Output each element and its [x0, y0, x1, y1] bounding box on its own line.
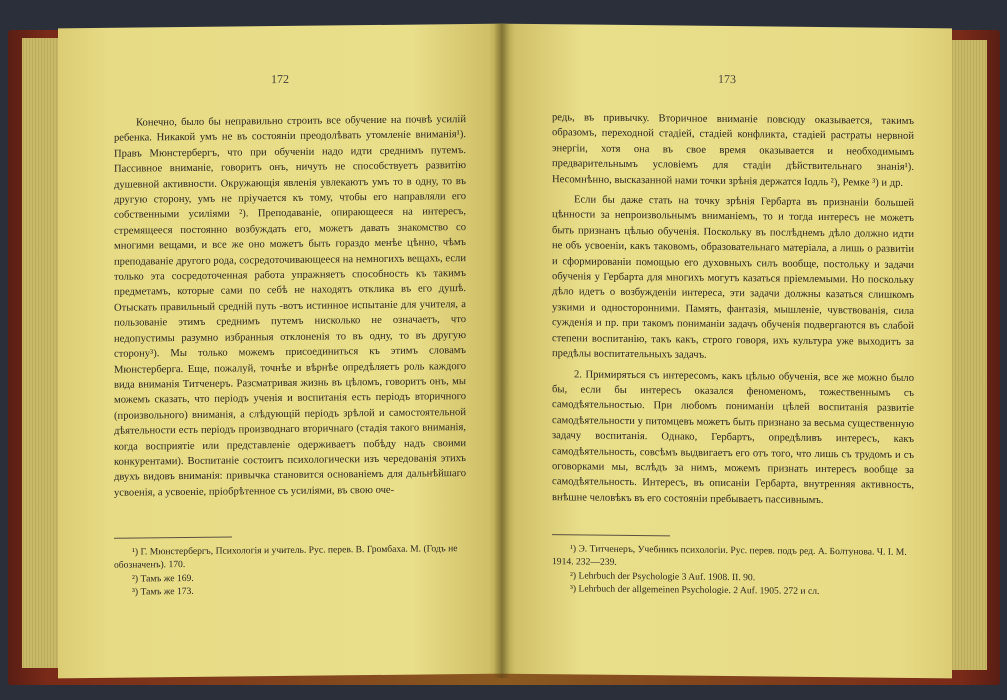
paragraph: Конечно, было бы неправильно строить все обучение на почвѣ усилій ребенка. Никакой умъ не въ состояніи преодолѣвать утомленіе вниманія¹). Правъ Мюнстербергъ, что при обученіи надо идти среднимъ путемъ. Пассивное вниманіе, говоритъ онъ, ничуть не способствуетъ развитію душевной активности. Окружающія явленія увлекаютъ умъ то в одну, то въ другую сторону, умъ не пріучается къ тому, чтобы его направляли его собственными усиліями ²). Преподаваніе, опирающееся на интересъ, стремящееся постоянно возбуждать его, можетъ давать знакомство со многими вещами, и все же оно можетъ быть гораздо менѣе цѣнно, чѣмъ преподаваніе другого рода, сосредоточивающееся на немногихъ вещахъ, если только эта сосредоточенная работа упражняетъ способность къ такимъ предметамъ, которые сами по себѣ не находятъ отклика въ его душѣ. Отыскать правильный средній путь -вотъ истинное испытаніе для учителя, а пользованіе этимъ среднимъ путемъ нисколько не означаетъ, что недопустимы разумно избранныя отклоненія то въ одну, то въ другую сторону³). Мы только можемъ присоединиться къ этимъ словамъ Мюнстерберга. Еще, пожалуй, точнѣе и вѣрнѣе опредѣляетъ роль каждого вида вниманія Титченеръ. Разсматривая жизнь въ цѣломъ, говоритъ онъ, мы можемъ сказать, что періодъ ученія и воспитанія есть періодъ вторичного (произвольного) вниманія, а слѣдующій періодъ зрѣлой и самостоятельной дѣятельности есть періодъ производнаго вторичнаго (стадія такого вниманія, когда восприятіе или представленіе одерживаетъ побѣду надъ своими конкурентами). Воспитаніе состоитъ психологически изъ чередованія этихъ двухъ видовъ вниманія: привычка становится основаніемъ для дальнѣйшаго усвоенія, а усвоеніе, пріобрѣтенное съ усиліями, въ свою оче- [114, 114, 466, 499]
footnote-rule [114, 537, 232, 539]
paragraph: редь, въ привычку. Вторичное вниманіе повсюду оказывается, такимъ образомъ, переходной стадіей, стадіей конфликта, стадіей растраты нервной энергіи, хотя она въ свое время оказывается и необходимымъ предварительнымъ условіемъ для стадіи дѣйствительнаго знанія¹). Несомнѣнно, высказанной нами точки зрѣнія держатся Іодль ²), Ремке ³) и др. [552, 112, 914, 189]
footnote: ¹) Г. Мюнстербергъ, Психологія и учитель. Рус. перев. В. Громбаха. М. (Годъ не обозначенъ). 170. [114, 543, 458, 572]
page-number: 172 [271, 71, 289, 87]
footnote: ²) Тамъ же 169. [132, 572, 194, 585]
book-gutter [494, 24, 510, 678]
paragraph: 2. Примиряться съ интересомъ, какъ цѣлью обученія, все же можно было бы, если бы интересъ оказался феноменомъ, тожественнымъ съ самодѣятельностью. При любомъ пониманіи цѣлей воспитанія развитіе самодѣятельности у питомцевъ можетъ быть признано за весьма существенную задачу воспитанія. Однако, Гербартъ, опредѣливъ интересъ, какъ самодѣятельность, совсѣмъ выдвигаетъ его отъ того, что лишь съ трудомъ и съ оговорками мы, вслѣдъ за нимъ, можемъ признать интересъ вообще за самодѣятельность. Интересъ, въ описаніи Гербарта, внутренняя активность, внѣшне человѣкъ въ его состояніи пребываетъ пассивнымъ. [552, 368, 914, 506]
body-text [114, 112, 466, 501]
left-page [58, 24, 502, 679]
page-number: 173 [718, 71, 736, 87]
footnote: ³) Lehrbuch der allgemeinen Psychologie. 2 Auf. 1905. 272 и сл. [570, 583, 820, 598]
footnotes [114, 542, 466, 599]
footnote: ³) Тамъ же 173. [132, 586, 194, 598]
paragraph: Если бы даже стать на точку зрѣнія Гербарта въ признаніи большей цѣнности за непроизвольнымъ вниманіемъ, то и тогда интересъ не можетъ быть признанъ цѣлью обученія. Поскольку въ послѣднемъ дѣло должно идти не объ усвоеніи, какъ таковомъ, образовательнаго матеріала, а лишь о развитіи и сформированіи помощью его духовныхъ силъ вообще, постольку и задачи обученія у Гербарта для многихъ могутъ казаться пріемлемыми. Но поскольку дѣло идетъ о возбужденіи интереса, эти задачи должны казаться слишкомъ узкими и односторонними. Память, фантазія, мышленіе, чувствованія, сила сужденія и пр. при такомъ пониманіи задачъ обученія подвергаются въ слабой степени воспитанію, такъ какъ, строго говоря, ихъ культура уже выходитъ за предѣлы воспитательныхъ задачъ. [552, 194, 914, 361]
right-page [502, 24, 952, 679]
body-text [552, 110, 914, 509]
footnote: ¹) Э. Титченеръ, Учебникъ психологіи. Рус. перев. подъ ред. А. Болтунова. Ч. I. М. 1914. 232—239. [552, 543, 907, 569]
footnotes [552, 542, 914, 599]
footnote-rule [552, 534, 670, 536]
footnote: ²) Lehrbuch der Psychologie 3 Auf. 1908. II. 90. [570, 570, 756, 584]
page-edges-left [22, 38, 62, 668]
